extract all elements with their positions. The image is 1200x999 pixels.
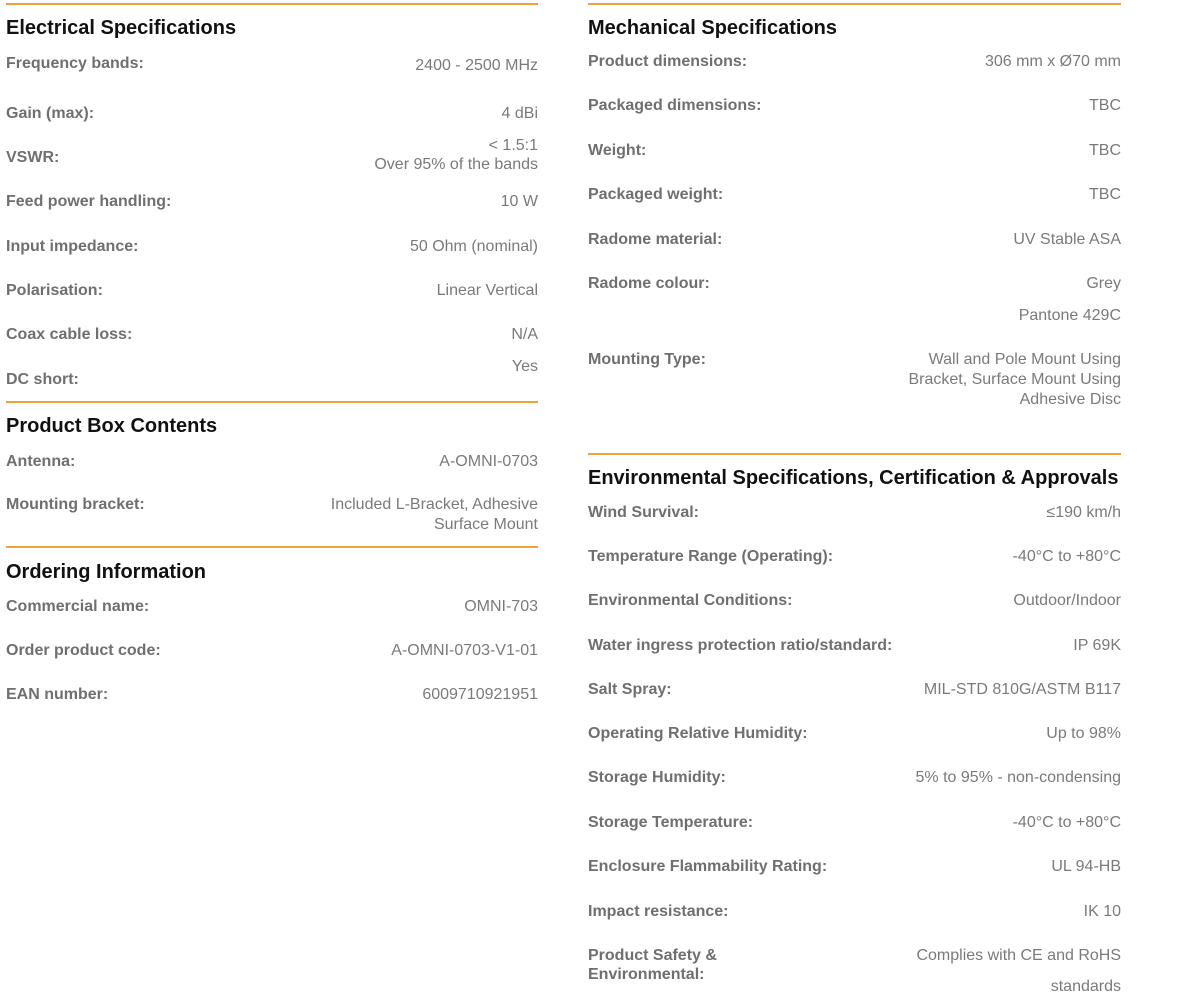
packaged-dimensions-label: Packaged dimensions: [588,97,762,114]
ean-number-label: EAN number: [6,686,109,703]
flammability-rating-label: Enclosure Flammability Rating: [588,858,828,875]
mounting-bracket-value: Included L-Bracket, Adhesive [330,496,538,513]
product-safety-label: Product Safety & [588,947,717,964]
vswr-value: < 1.5:1 [488,137,538,154]
input-impedance-value: 50 Ohm (nominal) [409,238,538,255]
feed-power-handling-value: 10 W [500,193,538,210]
section-divider [588,453,1121,455]
mounting-type-value-line1: Wall and Pole Mount Using [928,351,1121,368]
environmental-conditions-value: Outdoor/Indoor [1013,592,1121,609]
order-product-code-value: A-OMNI-0703-V1-01 [391,642,538,659]
gain-label: Gain (max): [6,105,95,122]
packaged-weight-value: TBC [1089,186,1121,203]
vswr-value-note: Over 95% of the bands [374,156,538,173]
weight-value: TBC [1089,142,1121,159]
commercial-name-label: Commercial name: [6,598,150,615]
product-dimensions-value: 306 mm x Ø70 mm [984,53,1121,70]
radome-material-value: UV Stable ASA [1013,231,1121,248]
ean-number-value: 6009710921951 [422,686,538,703]
product-dimensions-label: Product dimensions: [588,53,748,70]
mounting-type-label: Mounting Type: [588,351,706,368]
water-ingress-label: Water ingress protection ratio/standard: [588,637,893,654]
order-product-code-label: Order product code: [6,642,161,659]
product-safety-label-line2: Environmental: [588,966,705,983]
storage-temperature-value: -40°C to +80°C [1012,814,1121,831]
polarisation-value: Linear Vertical [436,282,538,299]
radome-colour-value: Grey [1086,275,1121,292]
product-safety-value-line2: standards [1050,978,1121,995]
wind-survival-label: Wind Survival: [588,504,699,521]
salt-spray-value: MIL-STD 810G/ASTM B117 [923,681,1121,698]
mechanical-specifications-title: Mechanical Specifications [588,17,837,39]
storage-humidity-value: 5% to 95% - non-condensing [915,769,1121,786]
frequency-bands-label: Frequency bands: [6,55,144,72]
radome-material-label: Radome material: [588,231,723,248]
storage-temperature-label: Storage Temperature: [588,814,754,831]
feed-power-handling-label: Feed power handling: [6,193,172,210]
temperature-range-label: Temperature Range (Operating): [588,548,834,565]
salt-spray-label: Salt Spray: [588,681,672,698]
gain-value: 4 dBi [501,105,538,122]
flammability-rating-value: UL 94-HB [1051,858,1121,875]
environmental-conditions-label: Environmental Conditions: [588,592,793,609]
radome-colour-pantone: Pantone 429C [1018,307,1121,324]
radome-colour-label: Radome colour: [588,275,710,292]
commercial-name-value: OMNI-703 [464,598,538,615]
dc-short-label: DC short: [6,371,79,388]
section-divider [6,3,538,5]
water-ingress-value: IP 69K [1073,637,1121,654]
antenna-value: A-OMNI-0703 [439,453,538,470]
section-divider [588,3,1121,5]
input-impedance-label: Input impedance: [6,238,139,255]
coax-cable-loss-value: N/A [511,326,538,343]
mounting-type-value-line3: Adhesive Disc [1019,391,1121,408]
operating-humidity-label: Operating Relative Humidity: [588,725,808,742]
impact-resistance-value: IK 10 [1083,903,1121,920]
product-safety-value: Complies with CE and RoHS [916,947,1121,964]
frequency-bands-value: 2400 - 2500 MHz [415,57,538,74]
environmental-specifications-title: Environmental Specifications, Certification & Approvals [588,467,1119,489]
operating-humidity-value: Up to 98% [1046,725,1121,742]
packaged-weight-label: Packaged weight: [588,186,724,203]
section-divider [6,546,538,548]
impact-resistance-label: Impact resistance: [588,903,729,920]
weight-label: Weight: [588,142,647,159]
mounting-type-value-line2: Bracket, Surface Mount Using [908,371,1121,388]
storage-humidity-label: Storage Humidity: [588,769,726,786]
antenna-label: Antenna: [6,453,76,470]
section-divider [6,401,538,403]
packaged-dimensions-value: TBC [1089,97,1121,114]
polarisation-label: Polarisation: [6,282,103,299]
temperature-range-value: -40°C to +80°C [1012,548,1121,565]
mounting-bracket-value-line2: Surface Mount [433,516,538,533]
dc-short-value: Yes [511,358,538,375]
product-box-contents-title: Product Box Contents [6,415,218,437]
mounting-bracket-label: Mounting bracket: [6,496,145,513]
electrical-specifications-title: Electrical Specifications [6,17,237,39]
vswr-label: VSWR: [6,149,60,166]
wind-survival-value: ≤190 km/h [1046,504,1121,521]
ordering-information-title: Ordering Information [6,561,206,583]
coax-cable-loss-label: Coax cable loss: [6,326,133,343]
